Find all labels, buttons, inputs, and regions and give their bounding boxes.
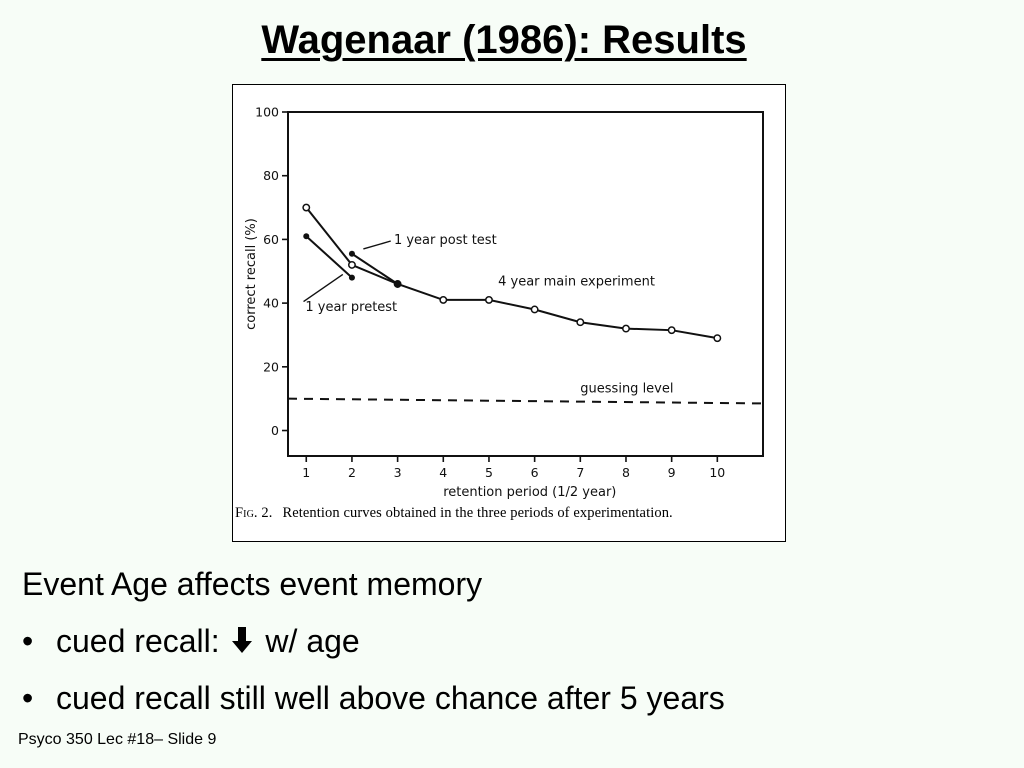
x-tick-label: 2 [347, 465, 356, 480]
main-experiment-annotation: 4 year main experiment [498, 274, 655, 290]
main-experiment-point [440, 297, 446, 303]
post-test-series-line [352, 254, 398, 284]
main-experiment-point [577, 319, 583, 325]
x-tick-label: 8 [622, 465, 630, 480]
main-experiment-point [486, 297, 492, 303]
post-test-point [349, 251, 355, 257]
guessing-level-annotation: guessing level [580, 381, 674, 397]
down-arrow-icon [231, 626, 253, 654]
slide-footer: Psyco 350 Lec #18– Slide 9 [18, 731, 217, 748]
x-axis-label: retention period (1/2 year) [443, 485, 617, 500]
x-tick-label: 6 [530, 465, 539, 480]
bullet-prefix-text: cued recall: [56, 623, 220, 659]
figure-caption [235, 505, 786, 522]
x-tick-label: 9 [667, 465, 676, 480]
pretest-annotation: 1 year pretest [305, 300, 398, 316]
bullet-item-cued-recall-decline [22, 613, 1002, 670]
main-experiment-point [668, 327, 674, 333]
x-tick-label: 1 [302, 465, 311, 480]
slide-body [22, 556, 1002, 727]
x-tick-label: 3 [393, 465, 402, 480]
x-tick-label: 10 [709, 465, 726, 480]
x-tick-label: 5 [484, 465, 493, 480]
pretest-point [303, 233, 309, 239]
y-tick-label: 40 [263, 295, 279, 311]
figure-caption-text: Retention curves obtained in the three periods of experimentation. [282, 505, 673, 521]
bullet-item-above-chance [22, 670, 1002, 727]
x-tick-label: 4 [439, 465, 448, 480]
bullet-suffix-text: w/ age [265, 623, 360, 659]
bullet-dot: • [22, 680, 34, 716]
y-axis-label: correct recall (%) [244, 218, 259, 330]
main-experiment-point [623, 325, 629, 331]
body-heading: Event Age affects event memory [22, 566, 483, 602]
retention-curve-chart [233, 85, 786, 505]
post-test-leader-line [363, 241, 390, 249]
bullet-text: cued recall still well above chance after 5 years [56, 680, 725, 716]
main-experiment-point [303, 204, 309, 210]
y-tick-label: 80 [263, 168, 279, 184]
y-tick-label: 60 [263, 231, 279, 247]
pretest-leader-line [304, 274, 343, 301]
main-experiment-series-line [306, 208, 717, 339]
main-experiment-point [349, 262, 355, 268]
post-test-annotation: 1 year post test [393, 233, 497, 249]
post-test-point [395, 281, 401, 287]
guessing-level-line [288, 399, 763, 404]
figure-caption-label: Fig. 2. [235, 505, 273, 521]
slide-title: Wagenaar (1986): Results [261, 18, 747, 62]
bullet-dot: • [22, 623, 34, 659]
pretest-point [349, 275, 355, 281]
y-tick-label: 0 [271, 423, 279, 439]
figure-panel [232, 84, 786, 542]
x-tick-label: 7 [576, 465, 585, 480]
y-tick-label: 100 [255, 104, 279, 120]
main-experiment-point [531, 306, 537, 312]
y-tick-label: 20 [263, 359, 279, 375]
main-experiment-point [714, 335, 720, 341]
